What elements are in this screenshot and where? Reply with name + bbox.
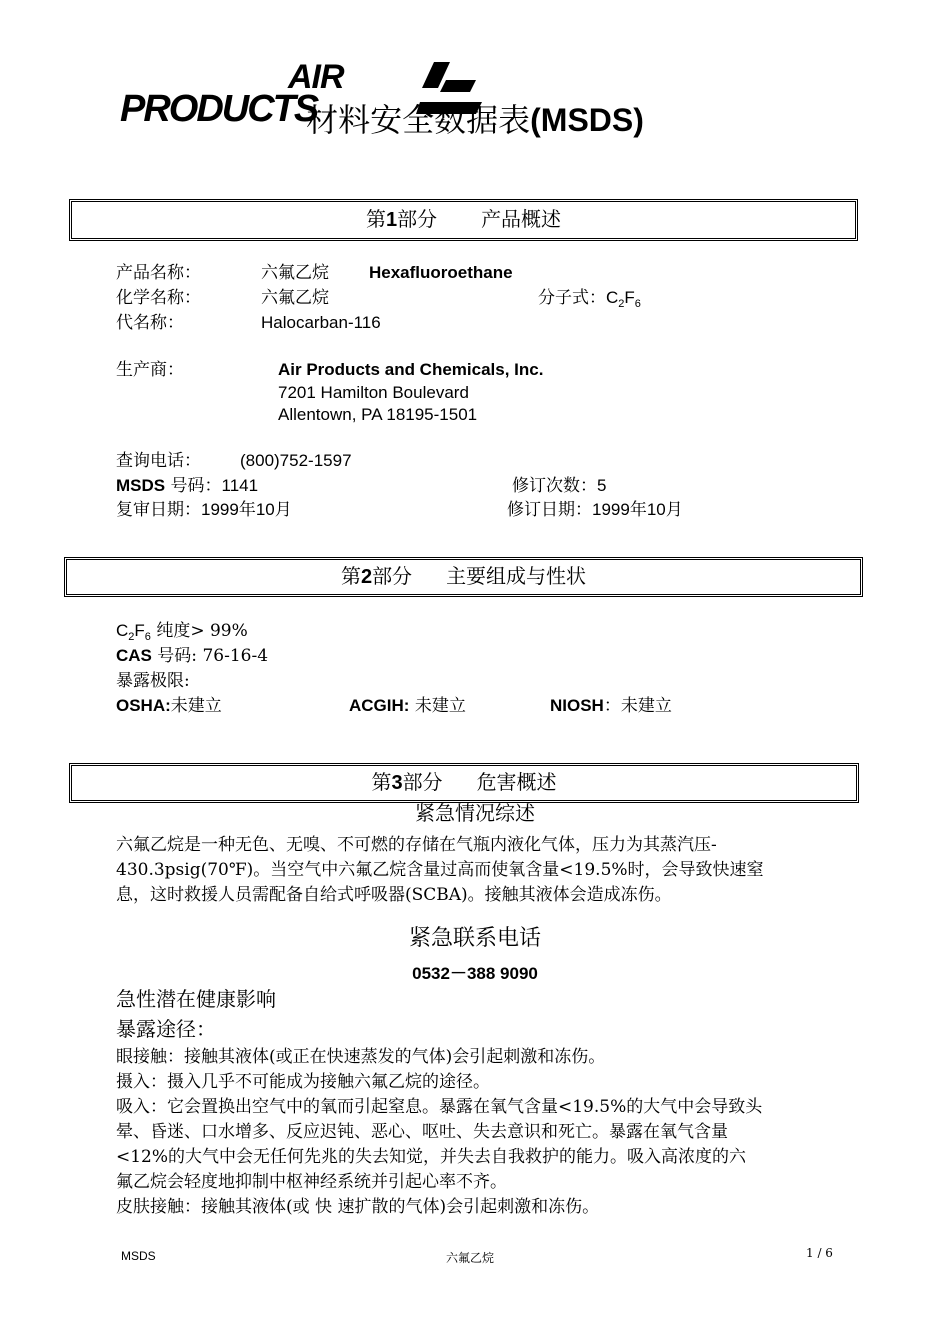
comp-f-sub: 6 bbox=[144, 631, 151, 643]
emergency-line: 息，这时救援人员需配备自给式呼吸器(SCBA)。接触其液体会造成冻伤。 bbox=[116, 885, 672, 905]
msds-number bbox=[116, 475, 258, 497]
composition-purity bbox=[116, 620, 248, 648]
msds-label: MSDS bbox=[116, 476, 166, 495]
niosh-limit bbox=[550, 695, 672, 717]
osha-limit bbox=[116, 695, 222, 717]
emergency-line: 六氟乙烷是一种无色、无嗅、不可燃的存储在气瓶内液化气体，压力为其蒸汽压- bbox=[116, 835, 717, 855]
exposure-routes-text bbox=[116, 1045, 846, 1220]
section-1-header bbox=[69, 199, 858, 241]
section-suffix: 部分 bbox=[402, 770, 443, 794]
comp-f: F bbox=[134, 621, 145, 640]
formula bbox=[538, 287, 641, 315]
route-line: 皮肤接触：接触其液体(或 快 速扩散的气体)会引起刺激和冻伤。 bbox=[116, 1197, 600, 1217]
footer-left: MSDS bbox=[121, 1249, 156, 1263]
osha-label: OSHA: bbox=[116, 696, 171, 715]
purity-value: 纯度> 99% bbox=[150, 621, 248, 641]
formula-label: 分子式： bbox=[538, 288, 606, 308]
comp-c: C bbox=[116, 621, 129, 640]
revision-date-label: 修订日期： bbox=[507, 500, 592, 520]
cas-number bbox=[116, 645, 268, 667]
route-line: 摄入：摄入几乎不可能成为接触六氟乙烷的途径。 bbox=[116, 1072, 490, 1092]
niosh-label: NIOSH bbox=[550, 696, 604, 715]
cas-label: CAS bbox=[116, 646, 152, 665]
section-suffix: 部分 bbox=[372, 564, 413, 588]
acgih-limit bbox=[349, 695, 466, 717]
route-line: 晕、昏迷、口水增多、反应迟钝、恶心、呕吐、失去意识和死亡。暴露在氧气含量 bbox=[116, 1122, 728, 1142]
revision-label: 修订次数： bbox=[512, 476, 597, 496]
revision-date bbox=[507, 499, 683, 521]
alias-label: 代名称： bbox=[116, 313, 184, 333]
phone-value: (800)752-1597 bbox=[240, 451, 352, 470]
acgih-label: ACGIH: bbox=[349, 696, 410, 715]
review-date bbox=[116, 499, 292, 521]
cas-value: 号码: 76-16-4 bbox=[151, 646, 269, 666]
acgih-value: 未建立 bbox=[409, 696, 466, 716]
route-line: 吸入：它会置换出空气中的氧而引起窒息。暴露在氧气含量<19.5%的大气中会导致头 bbox=[116, 1097, 763, 1117]
title-cn: 材料安全数据表 bbox=[306, 101, 531, 139]
alias-value: Halocarban-116 bbox=[261, 313, 381, 332]
exposure-routes-title: 暴露途径： bbox=[116, 1017, 216, 1041]
emergency-overview-text bbox=[116, 833, 836, 908]
section-prefix: 第 bbox=[371, 770, 392, 794]
formula-c: C bbox=[606, 288, 619, 307]
section-prefix: 第 bbox=[340, 564, 361, 588]
logo-line-air: AIR bbox=[288, 58, 344, 96]
emergency-line: 430.3psig(70℉)。当空气中六氟乙烷含量过高而使氧含量<19.5%时，会导致快速窒 bbox=[116, 860, 764, 880]
osha-value: 未建立 bbox=[170, 696, 222, 716]
manufacturer-address-1: 7201 Hamilton Boulevard bbox=[278, 383, 469, 402]
emergency-overview-title: 紧急情况综述 bbox=[415, 801, 535, 825]
section-number: 1 bbox=[385, 209, 398, 231]
review-date-value: 1999年10月 bbox=[201, 500, 292, 519]
revision-count bbox=[512, 475, 606, 497]
document-title bbox=[0, 100, 950, 140]
section-2-header bbox=[64, 557, 863, 597]
comp-c-sub: 2 bbox=[128, 631, 135, 643]
formula-f-sub: 6 bbox=[634, 298, 641, 310]
section-suffix: 部分 bbox=[397, 207, 438, 231]
review-date-label: 复审日期： bbox=[116, 500, 201, 520]
manufacturer-label: 生产商： bbox=[116, 360, 184, 380]
product-name-cn: 六氟乙烷 bbox=[261, 263, 329, 283]
revision-date-value: 1999年10月 bbox=[592, 500, 683, 519]
section-name: 主要组成与性状 bbox=[446, 564, 587, 588]
section-3-header bbox=[69, 763, 859, 803]
product-name-label: 产品名称： bbox=[116, 263, 201, 283]
footer-center: 六氟乙烷 bbox=[446, 1251, 495, 1265]
product-name-en: Hexafluoroethane bbox=[369, 263, 513, 282]
section-number: 3 bbox=[391, 772, 403, 794]
section-name: 危害概述 bbox=[476, 770, 557, 794]
section-prefix: 第 bbox=[365, 207, 386, 231]
manufacturer-name: Air Products and Chemicals, Inc. bbox=[278, 360, 544, 379]
emergency-contact-phone: 0532－388 9090 bbox=[412, 964, 538, 983]
emergency-contact-title: 紧急联系电话 bbox=[408, 926, 541, 951]
health-effects-title: 急性潜在健康影响 bbox=[116, 987, 276, 1011]
route-line: 氟乙烷会轻度地抑制中枢神经系统并引起心率不齐。 bbox=[116, 1172, 507, 1192]
chem-name-label: 化学名称： bbox=[116, 288, 201, 308]
niosh-value: ：未建立 bbox=[603, 696, 672, 716]
title-en: (MSDS) bbox=[530, 102, 644, 138]
section-name: 产品概述 bbox=[481, 207, 562, 231]
chem-name-cn: 六氟乙烷 bbox=[261, 288, 329, 308]
exposure-label: 暴露极限: bbox=[116, 671, 190, 691]
logo-line-products: PRODUCTS bbox=[120, 88, 318, 130]
revision-value: 5 bbox=[597, 476, 607, 495]
formula-c-sub: 2 bbox=[618, 298, 625, 310]
msds-no-value: 1141 bbox=[221, 476, 259, 495]
page-number: 1 / 6 bbox=[806, 1246, 833, 1260]
msds-no-label: 号码： bbox=[165, 476, 222, 496]
manufacturer-address-2: Allentown, PA 18195-1501 bbox=[278, 405, 478, 424]
route-line: 眼接触：接触其液体(或正在快速蒸发的气体)会引起刺激和冻伤。 bbox=[116, 1047, 606, 1067]
phone-label: 查询电话： bbox=[116, 451, 201, 471]
route-line: <12%的大气中会无任何先兆的失去知觉，并失去自我救护的能力。吸入高浓度的六 bbox=[116, 1147, 747, 1167]
section-number: 2 bbox=[360, 566, 373, 588]
formula-f: F bbox=[624, 288, 635, 307]
